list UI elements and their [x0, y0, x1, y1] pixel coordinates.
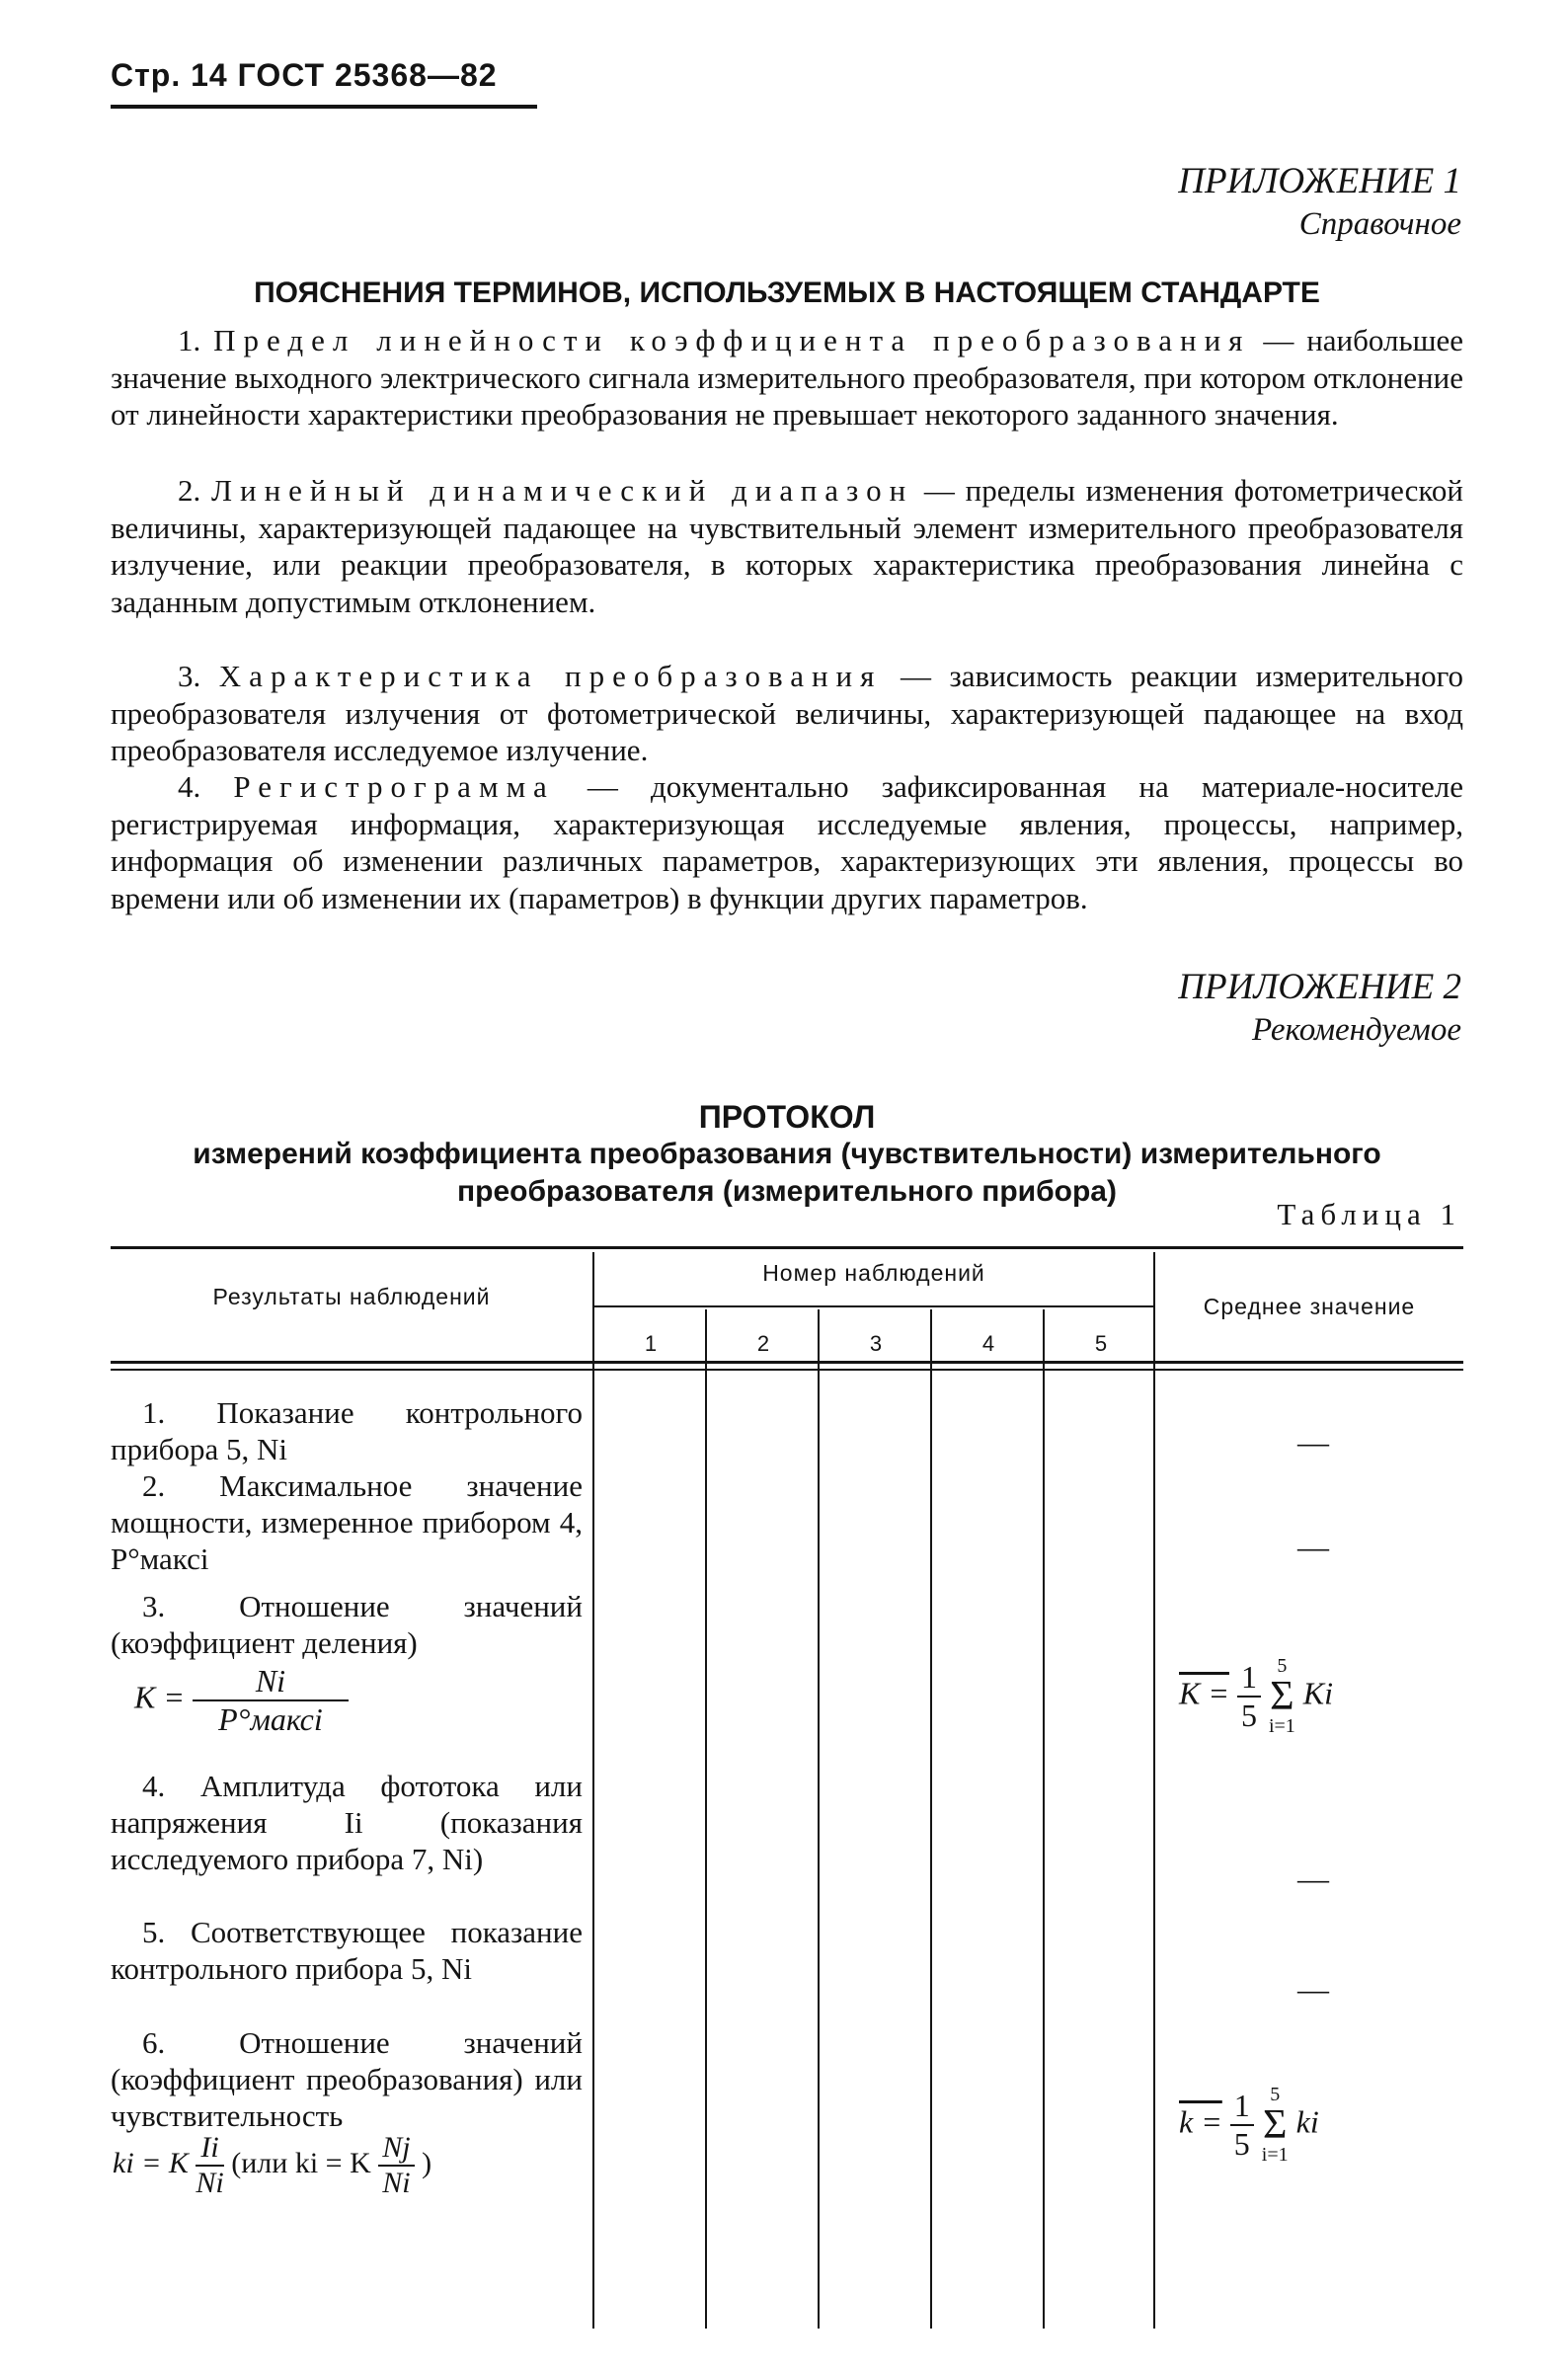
row-4-mean: —: [1297, 1860, 1329, 1896]
formula-k-numerator: Ni: [193, 1663, 349, 1701]
formula-kbar2-term: ki: [1295, 2103, 1319, 2140]
col-divider-3: [930, 1309, 932, 2329]
term-3-definition: — зависимость реакции измерительного преобразователя излучения от фотометрической величины, характеризующей падающее на вход преобразователя исследуемое излучение.: [111, 659, 1464, 767]
formula-kbar-five: 5: [1240, 1698, 1257, 1733]
obs-subheader-rule: [594, 1305, 1153, 1307]
appendix-2-heading: [1178, 966, 1461, 1049]
formula-kbar-sum-top: 5: [1277, 1655, 1288, 1677]
col-header-mean: Среднее значение: [1203, 1294, 1416, 1319]
term-4: [111, 768, 1463, 916]
obs-number-3: 3: [869, 1331, 883, 1356]
formula-kbar2-sum-top: 5: [1270, 2084, 1281, 2105]
term-2: [111, 472, 1463, 620]
row-1-mean: —: [1297, 1424, 1329, 1460]
col-header-results: Результаты наблюдений: [212, 1284, 491, 1309]
table-label: Таблица 1: [1277, 1197, 1461, 1231]
term-3: [111, 658, 1463, 769]
table-header-rule-1: [111, 1361, 1463, 1364]
col-header-obs: Номер наблюдений: [762, 1260, 985, 1286]
table-row-5: 5. Соответствующее показание контрольного прибора 5, Ni: [111, 1915, 583, 1986]
table-row-1: 1. Показание контрольного прибора 5, Ni: [111, 1395, 583, 1466]
term-3-num: 3.: [178, 659, 201, 693]
formula-kbar2-sum: [1262, 2084, 1289, 2167]
formula-k: [134, 1663, 349, 1738]
obs-number-5: 5: [1094, 1331, 1108, 1356]
appendix-2-type: Рекомендуемое: [1251, 1012, 1461, 1048]
formula-ki-alt-suffix: ): [422, 2146, 432, 2179]
formula-kbar2: [1179, 2084, 1319, 2167]
formula-k-denominator: P°максi: [218, 1701, 323, 1737]
table-row-2: 2. Максимальное значение мощности, измеренное прибором 4, P°максi: [111, 1468, 583, 1576]
table-row-4: 4. Амплитуда фототока или напряжения Ii (показания исследуемого прибора 7, Ni): [111, 1769, 583, 1876]
formula-kbar2-sum-bottom: i=1: [1261, 2144, 1289, 2166]
formula-k-fraction: [193, 1663, 349, 1738]
formula-kbar2-fraction: [1230, 2088, 1254, 2163]
term-2-definition: — пределы изменения фотометрической величины, характеризующей падающее на чувствительный элемент измерительного преобразователя излучение, или реакции преобразователя, в которых характеристика преобразования линейна с заданным допустимым отклонением.: [111, 473, 1463, 619]
formula-kbar-sum-bottom: i=1: [1268, 1715, 1295, 1737]
term-2-term: Линейный динамический диапазон: [210, 473, 914, 508]
protocol-title: ПРОТОКОЛ: [698, 1099, 876, 1135]
appendix-1-heading: [1178, 160, 1461, 243]
table-top-rule: [111, 1246, 1463, 1249]
header-underline: [111, 105, 537, 109]
col-divider-mean: [1153, 1252, 1155, 2329]
term-2-num: 2.: [178, 473, 201, 508]
formula-kbar2-lhs: k =: [1179, 2103, 1222, 2140]
formula-ki-numerator: Ii: [196, 2131, 223, 2167]
formula-ki-denominator: Ni: [196, 2167, 224, 2199]
protocol-subtitle-1: измерений коэффициента преобразования (чувствительности) измерительного: [193, 1138, 1381, 1170]
formula-ki-alt-fraction: [378, 2131, 414, 2200]
term-4-num: 4.: [178, 769, 201, 804]
col-divider-1: [705, 1309, 707, 2329]
formula-k-lhs: K =: [134, 1679, 185, 1715]
appendix-1-type: Справочное: [1298, 206, 1461, 242]
protocol-subtitle-2: преобразователя (измерительного прибора): [457, 1175, 1117, 1208]
formula-kbar2-one: 1: [1230, 2088, 1254, 2126]
obs-number-2: 2: [756, 1331, 770, 1356]
formula-ki-alt-numerator: Nj: [378, 2131, 414, 2167]
sigma-icon-2: Σ: [1262, 2102, 1288, 2148]
formula-kbar-fraction: [1237, 1659, 1261, 1734]
term-1-num: 1.: [178, 323, 201, 357]
formula-ki-alt-denominator: Ni: [382, 2167, 411, 2199]
term-4-definition: — документально зафиксированная на материале-носителе регистрируемая информация, характеризующая исследуемые явления, процессы, например, информация об изменении различных параметров, характеризующих эти явления, процессы во времени или об изменении их (параметров) в функции других параметров.: [111, 769, 1463, 915]
col-divider-4: [1043, 1309, 1045, 2329]
term-1-term: Предел линейности коэффициента преобразования: [213, 323, 1251, 357]
formula-kbar-lhs: K =: [1179, 1675, 1229, 1711]
term-1: [111, 322, 1463, 434]
table-row-3: 3. Отношение значений (коэффициент деления): [111, 1589, 583, 1660]
formula-kbar2-five: 5: [1233, 2126, 1250, 2162]
term-3-term: Характеристика преобразования: [218, 659, 883, 693]
obs-number-4: 4: [981, 1331, 995, 1356]
section-title: ПОЯСНЕНИЯ ТЕРМИНОВ, ИСПОЛЬЗУЕМЫХ В НАСТОЯЩЕМ СТАНДАРТЕ: [254, 276, 1320, 309]
formula-kbar-one: 1: [1237, 1659, 1261, 1698]
protocol-title-block: [111, 1098, 1463, 1211]
sigma-icon: Σ: [1270, 1674, 1294, 1719]
row-2-mean: —: [1297, 1529, 1329, 1564]
formula-kbar-sum: [1269, 1655, 1295, 1738]
formula-ki-lhs: ki = K: [113, 2146, 189, 2179]
term-1-definition: — наибольшее значение выходного электрического сигнала измерительного преобразователя, при котором отклонение от линейности характеристики преобразования не превышает некоторого заданного значения.: [111, 323, 1463, 432]
appendix-2-title: ПРИЛОЖЕНИЕ 2: [1178, 967, 1461, 1007]
formula-ki: [113, 2131, 431, 2200]
appendix-1-title: ПРИЛОЖЕНИЕ 1: [1178, 161, 1461, 201]
table-header-rule-2: [111, 1369, 1463, 1371]
formula-kbar: [1179, 1655, 1333, 1738]
formula-kbar-term: Ki: [1302, 1675, 1334, 1711]
col-divider-results: [592, 1252, 594, 2329]
table-row-6: 6. Отношение значений (коэффициент преобразования) или чувствительность: [111, 2025, 583, 2133]
term-4-term: Регистрограмма: [233, 769, 555, 804]
col-divider-2: [818, 1309, 820, 2329]
page-header: Стр. 14 ГОСТ 25368—82: [111, 57, 498, 93]
obs-number-1: 1: [644, 1331, 658, 1356]
row-5-mean: —: [1297, 1971, 1329, 2007]
formula-ki-fraction: [196, 2131, 223, 2200]
formula-ki-alt-prefix: (или ki = K: [231, 2146, 371, 2179]
